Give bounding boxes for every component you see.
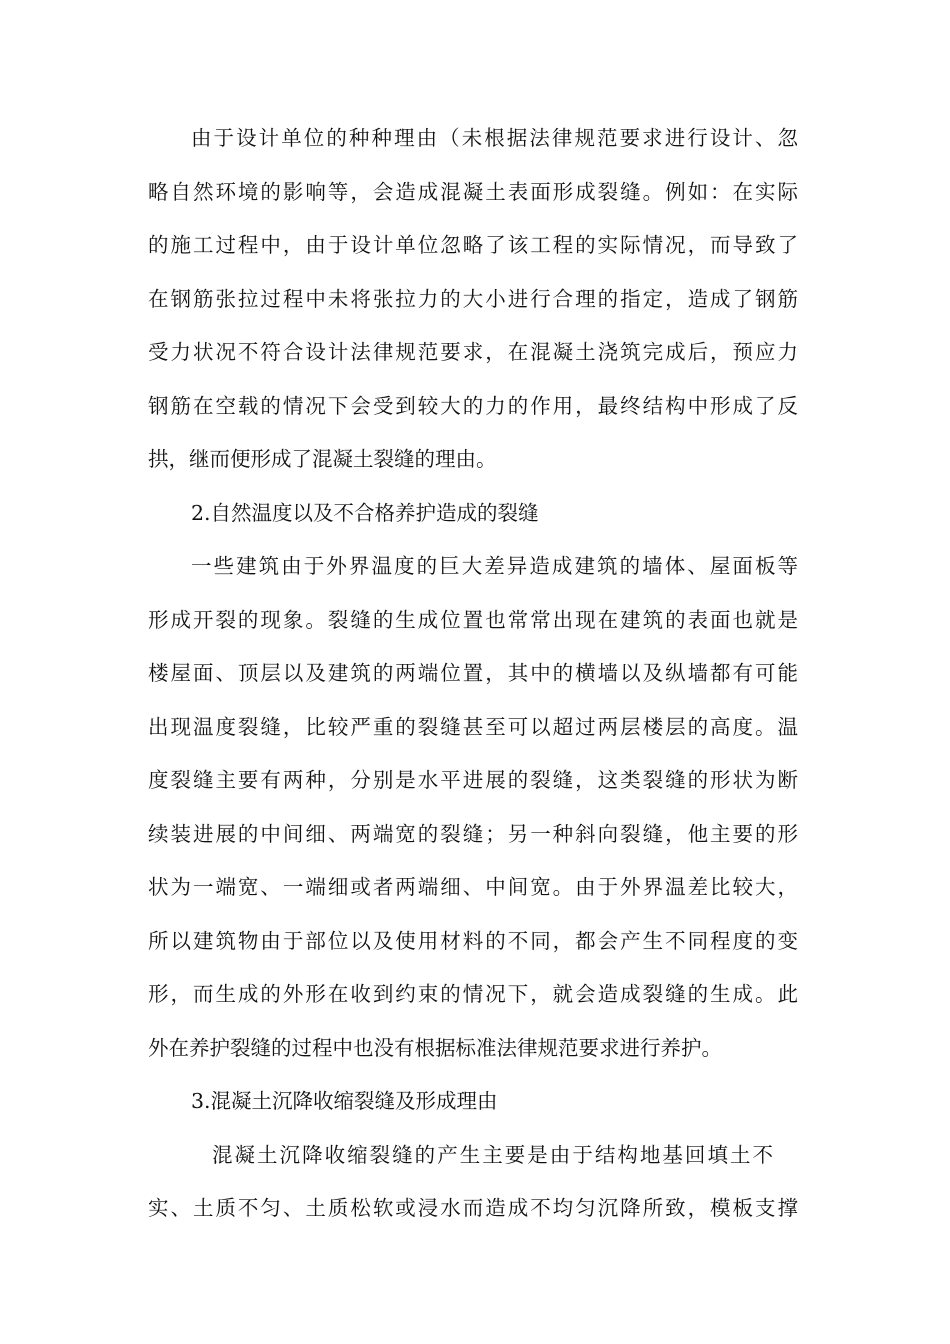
paragraph-design-reasons (148, 112, 798, 487)
text-line: 一些建筑由于外界温度的巨大差异造成建筑的墙体、屋面板等 (191, 554, 798, 578)
text-line: 形，而生成的外形在收到约束的情况下，就会造成裂缝的生成。此 (148, 982, 798, 1006)
text-line: 钢筋在空载的情况下会受到较大的力的作用，最终结构中形成了反 (148, 393, 798, 418)
text-line: 的施工过程中，由于设计单位忽略了该工程的实际情况，而导致了 (148, 233, 798, 257)
text-line: 度裂缝主要有两种，分别是水平进展的裂缝，这类裂缝的形状为断 (148, 768, 798, 792)
text-line: 混凝土沉降收缩裂缝的产生主要是由于结构地基回填土不 (212, 1142, 773, 1167)
text-line: 形成开裂的现象。裂缝的生成位置也常常出现在建筑的表面也就是 (148, 607, 798, 632)
text-line: 拱，继而便形成了混凝土裂缝的理由。 (148, 447, 497, 471)
text-line: 受力状况不符合设计法律规范要求，在混凝土浇筑完成后，预应力 (148, 340, 798, 364)
text-line: 所以建筑物由于部位以及使用材料的不同，都会产生不同程度的变 (148, 928, 798, 953)
text-line: 由于设计单位的种种理由（未根据法律规范要求进行设计、忽 (191, 126, 798, 150)
section-heading: 2.自然温度以及不合格养护造成的裂缝 (191, 500, 539, 525)
text-line: 状为一端宽、一端细或者两端细、中间宽。由于外界温差比较大， (148, 875, 798, 899)
paragraph-temperature-cracks (148, 540, 798, 1075)
text-line: 略自然环境的影响等，会造成混凝土表面形成裂缝。例如：在实际 (148, 179, 798, 204)
text-line: 在钢筋张拉过程中未将张拉力的大小进行合理的指定，造成了钢筋 (148, 286, 798, 311)
document-body (148, 112, 798, 1236)
text-line: 出现温度裂缝，比较严重的裂缝甚至可以超过两层楼层的高度。温 (148, 714, 798, 739)
text-line: 外在养护裂缝的过程中也没有根据标准法律规范要求进行养护。 (148, 1035, 722, 1060)
text-line: 实、土质不匀、土质松软或浸水而造成不均匀沉降所致，模板支撑 (148, 1196, 798, 1220)
text-line: 续装进展的中间细、两端宽的裂缝；另一种斜向裂缝，他主要的形 (148, 821, 798, 846)
paragraph-settlement-cracks (148, 1129, 798, 1236)
section-heading: 3.混凝土沉降收缩裂缝及形成理由 (191, 1089, 498, 1113)
text-line: 楼屋面、顶层以及建筑的两端位置，其中的横墙以及纵墙都有可能 (148, 661, 798, 685)
